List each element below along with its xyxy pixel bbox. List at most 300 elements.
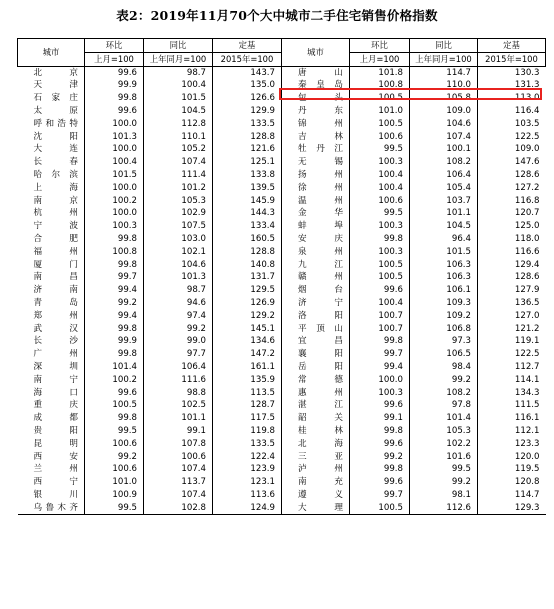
highlight-box bbox=[279, 88, 542, 100]
value-cell: 160.5 bbox=[213, 233, 282, 246]
value-cell: 100.3 bbox=[350, 156, 410, 169]
city-cell: 北 京 bbox=[18, 66, 85, 79]
value-cell: 99.8 bbox=[85, 233, 144, 246]
table-row bbox=[18, 489, 546, 502]
city-cell: 福 州 bbox=[33, 246, 78, 257]
value-cell: 99.2 bbox=[85, 451, 144, 464]
value-cell: 105.8 bbox=[410, 92, 478, 105]
value-cell: 99.1 bbox=[144, 425, 213, 438]
value-cell: 98.8 bbox=[144, 387, 213, 400]
value-cell: 99.6 bbox=[350, 476, 410, 489]
value-cell: 100.6 bbox=[350, 131, 410, 144]
value-cell: 143.7 bbox=[213, 66, 282, 79]
table-row bbox=[18, 207, 546, 220]
table-row bbox=[18, 271, 546, 284]
value-cell: 109.0 bbox=[478, 143, 546, 156]
city-cell: 泸 州 bbox=[282, 463, 350, 476]
value-cell: 100.8 bbox=[85, 246, 144, 259]
value-cell: 99.8 bbox=[350, 335, 410, 348]
value-cell: 119.5 bbox=[478, 463, 546, 476]
city-cell: 武 汉 bbox=[33, 323, 78, 334]
value-cell: 100.7 bbox=[350, 323, 410, 336]
header-dj-right: 定基 bbox=[478, 39, 546, 53]
value-cell: 99.7 bbox=[350, 489, 410, 502]
value-cell: 111.6 bbox=[144, 374, 213, 387]
value-cell: 99.6 bbox=[350, 438, 410, 451]
value-cell: 101.1 bbox=[410, 207, 478, 220]
value-cell: 104.5 bbox=[144, 105, 213, 118]
value-cell: 99.9 bbox=[85, 79, 144, 92]
city-cell: 遵 义 bbox=[282, 489, 350, 502]
value-cell: 99.5 bbox=[350, 143, 410, 156]
value-cell: 110.1 bbox=[144, 131, 213, 144]
value-cell: 135.0 bbox=[213, 79, 282, 92]
value-cell: 100.4 bbox=[85, 156, 144, 169]
value-cell: 99.0 bbox=[144, 335, 213, 348]
value-cell: 112.7 bbox=[478, 361, 546, 374]
value-cell: 120.8 bbox=[478, 476, 546, 489]
value-cell: 102.1 bbox=[144, 246, 213, 259]
value-cell: 116.6 bbox=[478, 246, 546, 259]
value-cell: 100.4 bbox=[350, 169, 410, 182]
value-cell: 127.2 bbox=[478, 182, 546, 195]
city-cell: 常 德 bbox=[282, 374, 350, 387]
city-cell: 呼和浩特 bbox=[33, 118, 78, 129]
table-row bbox=[18, 220, 546, 233]
value-cell: 100.3 bbox=[350, 246, 410, 259]
city-cell: 长 春 bbox=[33, 157, 78, 168]
city-cell: 厦 门 bbox=[33, 259, 78, 270]
city-cell: 金 华 bbox=[282, 207, 350, 220]
value-cell: 104.5 bbox=[410, 220, 478, 233]
value-cell: 119.8 bbox=[213, 425, 282, 438]
city-cell: 韶 关 bbox=[282, 412, 350, 425]
city-cell: 岳 阳 bbox=[282, 361, 350, 374]
value-cell: 119.1 bbox=[478, 335, 546, 348]
value-cell: 100.7 bbox=[350, 310, 410, 323]
city-cell: 贵 阳 bbox=[33, 425, 78, 436]
value-cell: 99.4 bbox=[85, 310, 144, 323]
value-cell: 134.6 bbox=[213, 335, 282, 348]
subheader-tb-right: 上年同月=100 bbox=[410, 52, 478, 66]
value-cell: 98.7 bbox=[144, 66, 213, 79]
value-cell: 109.0 bbox=[410, 105, 478, 118]
price-index-table bbox=[17, 38, 546, 515]
table-body bbox=[18, 66, 546, 515]
table-row bbox=[18, 412, 546, 425]
value-cell: 133.8 bbox=[213, 169, 282, 182]
table-row bbox=[18, 259, 546, 272]
value-cell: 116.1 bbox=[478, 412, 546, 425]
value-cell: 128.7 bbox=[213, 399, 282, 412]
value-cell: 109.2 bbox=[410, 310, 478, 323]
value-cell: 116.4 bbox=[478, 105, 546, 118]
value-cell: 100.4 bbox=[350, 182, 410, 195]
table-row bbox=[18, 451, 546, 464]
city-cell: 银 川 bbox=[33, 489, 78, 500]
city-cell: 沈 阳 bbox=[33, 131, 78, 142]
city-cell: 广 州 bbox=[33, 349, 78, 360]
value-cell: 103.0 bbox=[144, 233, 213, 246]
value-cell: 100.0 bbox=[85, 118, 144, 131]
table-row bbox=[18, 195, 546, 208]
value-cell: 114.7 bbox=[410, 66, 478, 79]
value-cell: 99.1 bbox=[350, 412, 410, 425]
city-cell: 包 头 bbox=[282, 92, 350, 105]
value-cell: 108.2 bbox=[410, 156, 478, 169]
value-cell: 100.5 bbox=[350, 271, 410, 284]
value-cell: 114.1 bbox=[478, 374, 546, 387]
city-cell: 赣 州 bbox=[282, 271, 350, 284]
value-cell: 135.9 bbox=[213, 374, 282, 387]
value-cell: 131.3 bbox=[478, 79, 546, 92]
value-cell: 99.7 bbox=[85, 271, 144, 284]
value-cell: 139.5 bbox=[213, 182, 282, 195]
header-hb-left: 环比 bbox=[85, 39, 144, 53]
value-cell: 129.9 bbox=[213, 105, 282, 118]
value-cell: 111.5 bbox=[478, 399, 546, 412]
value-cell: 99.8 bbox=[85, 323, 144, 336]
header-row bbox=[18, 39, 546, 53]
value-cell: 99.2 bbox=[85, 297, 144, 310]
value-cell: 101.3 bbox=[144, 271, 213, 284]
city-cell: 西 安 bbox=[33, 451, 78, 462]
value-cell: 125.0 bbox=[478, 220, 546, 233]
value-cell: 129.3 bbox=[478, 502, 546, 515]
value-cell: 106.4 bbox=[144, 361, 213, 374]
city-cell: 三 亚 bbox=[282, 451, 350, 464]
value-cell: 97.7 bbox=[144, 348, 213, 361]
value-cell: 136.5 bbox=[478, 297, 546, 310]
city-cell: 无 锡 bbox=[282, 156, 350, 169]
value-cell: 101.4 bbox=[85, 361, 144, 374]
city-cell: 哈尔滨 bbox=[33, 169, 78, 180]
value-cell: 106.4 bbox=[410, 169, 478, 182]
value-cell: 127.0 bbox=[478, 310, 546, 323]
value-cell: 134.3 bbox=[478, 387, 546, 400]
city-cell: 桂 林 bbox=[282, 425, 350, 438]
value-cell: 103.7 bbox=[410, 195, 478, 208]
value-cell: 105.2 bbox=[144, 143, 213, 156]
city-cell: 青 岛 bbox=[33, 297, 78, 308]
value-cell: 99.6 bbox=[350, 284, 410, 297]
value-cell: 113.0 bbox=[478, 92, 546, 105]
subheader-dj-right: 2015年=100 bbox=[478, 52, 546, 66]
city-cell: 蚌 埠 bbox=[282, 220, 350, 233]
value-cell: 133.4 bbox=[213, 220, 282, 233]
value-cell: 128.8 bbox=[213, 131, 282, 144]
value-cell: 128.6 bbox=[478, 271, 546, 284]
value-cell: 99.5 bbox=[410, 463, 478, 476]
value-cell: 111.4 bbox=[144, 169, 213, 182]
city-cell: 唐 山 bbox=[282, 66, 350, 79]
value-cell: 121.2 bbox=[478, 323, 546, 336]
value-cell: 101.5 bbox=[85, 169, 144, 182]
table-row bbox=[18, 323, 546, 336]
value-cell: 100.0 bbox=[85, 143, 144, 156]
value-cell: 104.6 bbox=[410, 118, 478, 131]
city-cell: 合 肥 bbox=[33, 233, 78, 244]
value-cell: 120.7 bbox=[478, 207, 546, 220]
city-cell: 吉 林 bbox=[282, 131, 350, 144]
city-cell: 安 庆 bbox=[282, 233, 350, 246]
table-row bbox=[18, 335, 546, 348]
header-dj-left: 定基 bbox=[213, 39, 282, 53]
value-cell: 101.3 bbox=[85, 131, 144, 144]
value-cell: 112.1 bbox=[478, 425, 546, 438]
value-cell: 99.6 bbox=[85, 105, 144, 118]
value-cell: 127.9 bbox=[478, 284, 546, 297]
value-cell: 112.8 bbox=[144, 118, 213, 131]
value-cell: 100.8 bbox=[350, 79, 410, 92]
value-cell: 99.8 bbox=[350, 463, 410, 476]
city-cell: 平顶山 bbox=[282, 323, 350, 336]
value-cell: 131.7 bbox=[213, 271, 282, 284]
value-cell: 112.6 bbox=[410, 502, 478, 515]
value-cell: 99.5 bbox=[85, 425, 144, 438]
value-cell: 106.8 bbox=[410, 323, 478, 336]
value-cell: 108.2 bbox=[410, 387, 478, 400]
value-cell: 103.5 bbox=[478, 118, 546, 131]
subheader-tb-left: 上年同月=100 bbox=[144, 52, 213, 66]
subheader-hb-right: 上月=100 bbox=[350, 52, 410, 66]
value-cell: 106.3 bbox=[410, 271, 478, 284]
value-cell: 122.5 bbox=[478, 131, 546, 144]
value-cell: 97.8 bbox=[410, 399, 478, 412]
city-cell: 扬 州 bbox=[282, 169, 350, 182]
value-cell: 96.4 bbox=[410, 233, 478, 246]
table-row bbox=[18, 246, 546, 259]
city-cell: 秦皇岛 bbox=[282, 79, 350, 92]
value-cell: 145.1 bbox=[213, 323, 282, 336]
value-cell: 99.7 bbox=[350, 348, 410, 361]
value-cell: 147.6 bbox=[478, 156, 546, 169]
value-cell: 99.8 bbox=[350, 233, 410, 246]
value-cell: 100.1 bbox=[410, 143, 478, 156]
value-cell: 106.3 bbox=[410, 259, 478, 272]
table-row bbox=[18, 476, 546, 489]
value-cell: 113.5 bbox=[213, 387, 282, 400]
table-row bbox=[18, 399, 546, 412]
value-cell: 100.6 bbox=[144, 451, 213, 464]
city-cell: 南 宁 bbox=[33, 374, 78, 385]
value-cell: 107.8 bbox=[144, 438, 213, 451]
value-cell: 99.5 bbox=[85, 502, 144, 515]
city-cell: 南 京 bbox=[33, 195, 78, 206]
city-cell: 烟 台 bbox=[282, 284, 350, 297]
table-row bbox=[18, 348, 546, 361]
value-cell: 129.2 bbox=[213, 310, 282, 323]
value-cell: 99.2 bbox=[350, 451, 410, 464]
city-cell: 济 宁 bbox=[282, 297, 350, 310]
value-cell: 101.2 bbox=[144, 182, 213, 195]
value-cell: 122.4 bbox=[213, 451, 282, 464]
city-cell: 北 海 bbox=[282, 438, 350, 451]
value-cell: 99.4 bbox=[85, 284, 144, 297]
value-cell: 100.0 bbox=[350, 374, 410, 387]
value-cell: 107.4 bbox=[144, 156, 213, 169]
value-cell: 128.6 bbox=[478, 169, 546, 182]
city-cell: 成 都 bbox=[33, 413, 78, 424]
city-cell: 大 理 bbox=[282, 502, 350, 515]
value-cell: 126.9 bbox=[213, 297, 282, 310]
value-cell: 99.5 bbox=[350, 207, 410, 220]
city-cell: 郑 州 bbox=[33, 310, 78, 321]
table-row bbox=[18, 502, 546, 515]
table-title: 表2：2019年11月70个大中城市二手住宅销售价格指数 bbox=[116, 8, 438, 23]
header-city-left: 城市 bbox=[18, 39, 85, 67]
city-cell: 丹 东 bbox=[282, 105, 350, 118]
city-cell: 昆 明 bbox=[33, 438, 78, 449]
table-row bbox=[18, 118, 546, 131]
value-cell: 101.4 bbox=[410, 412, 478, 425]
city-cell: 济 南 bbox=[33, 285, 78, 296]
value-cell: 101.0 bbox=[85, 476, 144, 489]
value-cell: 145.9 bbox=[213, 195, 282, 208]
table-row bbox=[18, 233, 546, 246]
value-cell: 99.4 bbox=[350, 361, 410, 374]
value-cell: 100.9 bbox=[85, 489, 144, 502]
city-cell: 襄 阳 bbox=[282, 348, 350, 361]
value-cell: 97.4 bbox=[144, 310, 213, 323]
city-cell: 九 江 bbox=[282, 259, 350, 272]
value-cell: 116.8 bbox=[478, 195, 546, 208]
value-cell: 99.9 bbox=[85, 335, 144, 348]
table-row bbox=[18, 143, 546, 156]
table-row bbox=[18, 361, 546, 374]
city-cell: 泉 州 bbox=[282, 246, 350, 259]
value-cell: 100.3 bbox=[350, 220, 410, 233]
value-cell: 100.5 bbox=[350, 502, 410, 515]
value-cell: 105.3 bbox=[410, 425, 478, 438]
value-cell: 102.9 bbox=[144, 207, 213, 220]
value-cell: 120.0 bbox=[478, 451, 546, 464]
value-cell: 140.8 bbox=[213, 259, 282, 272]
table-row bbox=[18, 156, 546, 169]
value-cell: 117.5 bbox=[213, 412, 282, 425]
city-cell: 西 宁 bbox=[33, 477, 78, 488]
city-cell: 乌鲁木齐 bbox=[18, 502, 85, 515]
value-cell: 106.1 bbox=[410, 284, 478, 297]
value-cell: 102.2 bbox=[410, 438, 478, 451]
table-row bbox=[18, 387, 546, 400]
value-cell: 101.6 bbox=[410, 451, 478, 464]
value-cell: 123.3 bbox=[478, 438, 546, 451]
city-cell: 大 连 bbox=[33, 144, 78, 155]
table-row bbox=[18, 182, 546, 195]
value-cell: 107.4 bbox=[144, 489, 213, 502]
value-cell: 101.8 bbox=[350, 66, 410, 79]
city-cell: 洛 阳 bbox=[282, 310, 350, 323]
value-cell: 113.7 bbox=[144, 476, 213, 489]
value-cell: 99.8 bbox=[350, 425, 410, 438]
city-cell: 南 昌 bbox=[33, 272, 78, 283]
value-cell: 122.5 bbox=[478, 348, 546, 361]
value-cell: 101.5 bbox=[410, 246, 478, 259]
value-cell: 100.6 bbox=[85, 463, 144, 476]
value-cell: 144.3 bbox=[213, 207, 282, 220]
value-cell: 98.4 bbox=[410, 361, 478, 374]
table-row bbox=[18, 374, 546, 387]
subheader-dj-left: 2015年=100 bbox=[213, 52, 282, 66]
value-cell: 118.0 bbox=[478, 233, 546, 246]
value-cell: 130.3 bbox=[478, 66, 546, 79]
value-cell: 107.4 bbox=[144, 463, 213, 476]
city-cell: 长 沙 bbox=[33, 336, 78, 347]
header-tb-right: 同比 bbox=[410, 39, 478, 53]
table-row bbox=[18, 66, 546, 79]
value-cell: 106.5 bbox=[410, 348, 478, 361]
value-cell: 99.6 bbox=[85, 66, 144, 79]
value-cell: 133.5 bbox=[213, 438, 282, 451]
value-cell: 128.8 bbox=[213, 246, 282, 259]
value-cell: 113.6 bbox=[213, 489, 282, 502]
value-cell: 121.6 bbox=[213, 143, 282, 156]
value-cell: 99.8 bbox=[85, 412, 144, 425]
value-cell: 99.6 bbox=[85, 387, 144, 400]
city-cell: 徐 州 bbox=[282, 182, 350, 195]
header-hb-right: 环比 bbox=[350, 39, 410, 53]
header-tb-left: 同比 bbox=[144, 39, 213, 53]
city-cell: 重 庆 bbox=[33, 400, 78, 411]
value-cell: 100.5 bbox=[350, 118, 410, 131]
value-cell: 100.0 bbox=[85, 207, 144, 220]
value-cell: 99.2 bbox=[144, 323, 213, 336]
value-cell: 161.1 bbox=[213, 361, 282, 374]
city-cell: 兰 州 bbox=[33, 464, 78, 475]
value-cell: 110.0 bbox=[410, 79, 478, 92]
table-row bbox=[18, 463, 546, 476]
value-cell: 125.1 bbox=[213, 156, 282, 169]
value-cell: 100.3 bbox=[350, 387, 410, 400]
table-row bbox=[18, 105, 546, 118]
city-cell: 石家庄 bbox=[33, 93, 78, 104]
value-cell: 100.5 bbox=[85, 399, 144, 412]
value-cell: 129.5 bbox=[213, 284, 282, 297]
value-cell: 98.1 bbox=[410, 489, 478, 502]
value-cell: 109.3 bbox=[410, 297, 478, 310]
value-cell: 100.2 bbox=[85, 374, 144, 387]
table-row bbox=[18, 169, 546, 182]
header-city-right: 城市 bbox=[282, 39, 350, 67]
table-row bbox=[18, 425, 546, 438]
value-cell: 98.7 bbox=[144, 284, 213, 297]
city-cell: 锦 州 bbox=[282, 118, 350, 131]
city-cell: 南 充 bbox=[282, 476, 350, 489]
value-cell: 102.5 bbox=[144, 399, 213, 412]
city-cell: 湛 江 bbox=[282, 399, 350, 412]
subheader-hb-left: 上月=100 bbox=[85, 52, 144, 66]
value-cell: 101.0 bbox=[350, 105, 410, 118]
value-cell: 100.6 bbox=[85, 438, 144, 451]
city-cell: 杭 州 bbox=[33, 208, 78, 219]
table-row bbox=[18, 284, 546, 297]
city-cell: 宜 昌 bbox=[282, 335, 350, 348]
table-row bbox=[18, 297, 546, 310]
value-cell: 99.8 bbox=[85, 348, 144, 361]
city-cell: 海 口 bbox=[33, 387, 78, 398]
value-cell: 102.8 bbox=[144, 502, 213, 515]
city-cell: 宁 波 bbox=[33, 221, 78, 232]
value-cell: 99.2 bbox=[410, 374, 478, 387]
table-row bbox=[18, 310, 546, 323]
value-cell: 100.5 bbox=[350, 92, 410, 105]
value-cell: 100.2 bbox=[85, 195, 144, 208]
value-cell: 100.0 bbox=[85, 182, 144, 195]
value-cell: 99.8 bbox=[85, 92, 144, 105]
value-cell: 133.5 bbox=[213, 118, 282, 131]
value-cell: 105.4 bbox=[410, 182, 478, 195]
